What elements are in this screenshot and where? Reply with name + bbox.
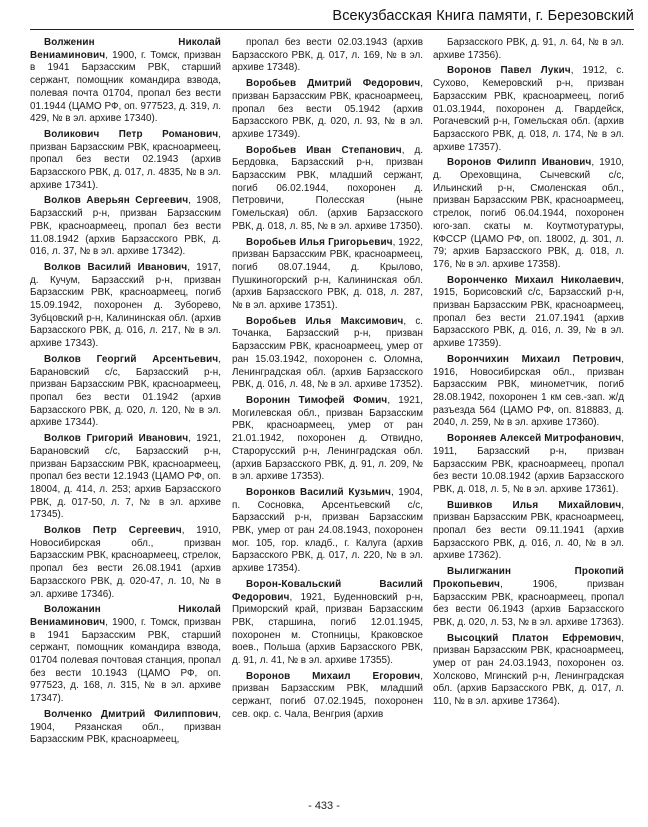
entry-text: , 1911, Барзасский р-н, призван Барзасским РВК, красноармеец, пропал без вести 10.08.1942 (архив Барзасского РВК, д. 018, л. 5, № в эл. архиве 17361).	[433, 433, 624, 495]
entry-name: Волков Григорий Иванович	[44, 433, 189, 445]
entry-name: Воронков Василий Кузьмич	[246, 486, 391, 498]
entry-text: пропал без вести 02.03.1943 (архив Барзасского РВК, д. 017, л. 169, № в эл. архиве 17348).	[232, 37, 423, 74]
memorial-entry	[30, 37, 221, 126]
entry-text: , 1908, Барзасский р-н, призван Барзасским РВК, красноармеец, пропал без вести 11.08.1942 (архив Барзасского РВК, д. 016, л. 37, № в эл. архиве 17342).	[30, 195, 221, 258]
entry-text: , 1922, призван Барзасским РВК, красноармеец, погиб 08.07.1944, д. Крылово, Пушкиногорский р-н, Калининская обл. (архив Барзасского РВК, д. 018, л. 287, № в эл. архиве 17351).	[232, 236, 424, 312]
entry-name: Волженин Николай Вениаминович	[30, 37, 221, 61]
entry-name: Воронов Филипп Иванович	[447, 157, 592, 169]
memorial-entry	[232, 395, 423, 484]
entry-name: Воробьев Иван Степанович	[246, 144, 402, 156]
memorial-entry	[232, 316, 423, 392]
entry-text: , 1906, призван Барзасским РВК, красноармеец, пропал без вести 06.1943 (архив Барзасского РВК, д. 020, л. 53, № в эл. архиве 17363).	[433, 578, 624, 628]
entry-name: Волков Георгий Арсентьевич	[44, 353, 219, 365]
entry-text: , 1921, Могилевская обл., призван Барзасским РВК, красноармеец, умер от ран 21.01.1942, похоронен д. Отвидно, Старорусский р-н, Ленинградская обл. (архив Барзасского РВК, д. 91, л. 209, № в эл. архиве 17353).	[232, 394, 424, 483]
entry-name: Воложанин Николай Вениаминович	[30, 604, 221, 628]
entry-name: Воронов Павел Лукич	[447, 65, 571, 77]
column-1	[30, 37, 221, 750]
memorial-entry	[232, 37, 423, 75]
memorial-entry	[30, 354, 221, 430]
entry-name: Волков Петр Сергеевич	[44, 525, 182, 537]
memorial-entry	[232, 671, 423, 722]
memorial-entry	[433, 275, 624, 351]
entry-name: Волков Василий Иванович	[44, 261, 188, 273]
entry-name: Вшивков Илья Михайлович	[447, 499, 622, 511]
entry-name: Воронов Михаил Егорович	[246, 670, 421, 682]
page-header	[30, 4, 634, 30]
entry-name: Воробьев Дмитрий Федорович	[246, 78, 421, 90]
entry-name: Воробьев Илья Максимович	[246, 315, 404, 327]
entry-name: Воликович Петр Романович	[44, 128, 219, 140]
entry-text: , с. Точанка, Барзасский р-н, призван Барзасским РВК, красноармеец, умер от ран 15.03.1942, похоронен с. Оломна, Ленинградская обл. (архив Барзасского РВК, д. 016, л. 48, № в эл. архиве 17352).	[232, 315, 424, 391]
memorial-entry	[433, 633, 624, 709]
memorial-entry	[30, 129, 221, 193]
entry-text: , 1917, д. Кучум, Барзасский р-н, призван Барзасским РВК, красноармеец, погиб 15.09.1942, похоронен д. Зуборево, Зубцовский р-н, Калининская обл. (архив Барзасского РВК, д. 016, л. 217, № в эл. архиве 17343).	[30, 261, 222, 350]
entry-name: Воронченко Михаил Николаевич	[447, 274, 622, 286]
memorial-entry	[30, 709, 221, 747]
entry-text: , 1900, г. Томск, призван в 1941 Барзасским РВК, старший сержант, помощник командира взвода, полевая почта 01704, пропал без вести 01.1944 (ЦАМО РФ, оп. 977523, д. 319, л. 429, № в эл. архиве 17340).	[30, 49, 221, 125]
memorial-entry	[232, 78, 423, 142]
entry-name: Воронин Тимофей Фомич	[246, 394, 388, 406]
entry-text: , Барановский с/с, Барзасский р-н, призван Барзасским РВК, красноармеец, пропал без вести 01.1942 (архив Барзасского РВК, д. 020, л. 120, № в эл. архиве 17344).	[30, 353, 221, 429]
memorial-entry	[433, 65, 624, 154]
entry-text: , призван Барзасским РВК, красноармеец, пропал без вести 09.11.1941 (архив Барзасского РВК, д. 016, л. 40, № в эл. архиве 17362).	[433, 499, 624, 562]
entry-text: , призван Барзасским РВК, младший сержант, погиб 07.02.1945, похоронен сев. окр. с. Чала, Венгрия (архив	[232, 670, 423, 720]
entry-text: , 1915, Борисовский с/с, Барзасский р-н, призван Барзасским РВК, красноармеец, пропал без вести 21.07.1941 (архив Барзасского РВК, д. 016, л. 39, № в эл. архиве 17359).	[433, 274, 624, 350]
column-2	[232, 37, 423, 725]
memorial-entry	[30, 195, 221, 259]
memorial-entry	[30, 433, 221, 522]
entry-text: , 1916, Новосибирская обл., призван Барзасским РВК, минометчик, погиб 28.08.1942, похоронен 1 км сев.-зап. ж/д разъезда 564 (ЦАМО РФ, оп. 818883, д. 2040, л. 259, № в эл. архиве 17360).	[433, 353, 624, 429]
entry-text: , призван Барзасским РВК, красноармеец, пропал без вести 05.1942 (архив Барзасского РВК, д. 020, л. 93, № в эл. архиве 17349).	[232, 78, 423, 140]
memorial-entry	[433, 37, 624, 62]
memorial-entry	[30, 604, 221, 706]
entry-name: Высоцкий Платон Ефремович	[447, 632, 622, 644]
entry-name: Воробьев Илья Григорьевич	[246, 236, 393, 248]
entry-text: , 1904, Рязанская обл., призван Барзасским РВК, красноармеец,	[30, 708, 221, 746]
entry-text: , 1912, с. Сухово, Кемеровский р-н, призван Барзасским РВК, красноармеец, погиб 01.03.1944, похоронен д. Гвардейск, Рогачевский р-н, Гомельская обл. (архив Барзасского РВК, д. 018, л. 174, № в эл. архиве 17357).	[433, 65, 624, 153]
memorial-entry	[433, 157, 624, 271]
running-title: Всекузбасская Книга памяти, г. Березовский	[332, 8, 634, 24]
memorial-entry	[433, 354, 624, 430]
memorial-entry	[232, 145, 423, 234]
memorial-entry	[232, 579, 423, 668]
entry-text: , призван Барзасским РВК, красноармеец, умер от ран 24.03.1943, похоронен оз. Холсково, Мгинский р-н, Ленинградская обл. (архив Барзасского РВК, д. 017, л. 110, № в эл. архиве 17364).	[433, 632, 624, 708]
column-3	[433, 37, 624, 712]
entry-text: , 1904, п. Сосновка, Арсентьевский с/с, Барзасский р-н, призван Барзасским РВК, умер от ран 24.08.1943, похоронен мог. 105, гор. кладб., г. Калуга (архив Барзасского РВК, д. 017, л. 220, № в эл. архиве 17354).	[232, 486, 423, 575]
entry-name: Ворончихин Михаил Петрович	[447, 353, 622, 365]
entry-text: , 1900, г. Томск, призван в 1941 Барзасским РВК, старший сержант, помощник командира взвода, 01704 полевая почтовая станция, пропал без вести 10.1943 (ЦАМО РФ, оп. 977523, д. 168, л. 315, № в эл. архиве 17347).	[30, 616, 221, 705]
entry-name: Вороняев Алексей Митрофанович	[447, 433, 622, 445]
memorial-entry	[232, 237, 423, 313]
memorial-entry	[433, 500, 624, 564]
entry-text: , 1921, Буденновский р-н, Приморский край, призван Барзасским РВК, старшина, погиб 12.01.1945, похоронен м. Стопницы, Краковское воев., Польша (архив Барзасского РВК, д. 91, л. 41, № в эл. архиве 17355).	[232, 591, 423, 667]
entry-text: Барзасского РВК, д. 91, л. 64, № в эл. архиве 17356).	[433, 37, 624, 61]
memorial-entry	[433, 566, 624, 630]
page-number: - 433 -	[308, 800, 340, 812]
memorial-entry	[433, 433, 624, 497]
entry-text: , призван Барзасским РВК, красноармеец, пропал без вести 02.1943 (архив Барзасского РВК, д. 017, л. 4835, № в эл. архиве 17341).	[30, 128, 221, 191]
header-rule	[30, 29, 634, 30]
entry-text: , д. Бердовка, Барзасский р-н, призван Барзасским РВК, младший сержант, погиб 06.02.1944, похоронен д. Петровичи, Полесская (ныне Гомельская) обл. (архив Барзасского РВК, д. 018, л. 85, № в эл. архиве 17350).	[232, 144, 423, 232]
entry-text: , 1921, Барановский с/с, Барзасский р-н, призван Барзасским РВК, красноармеец, пропал без вести 12.1943 (ЦАМО РФ, оп. 18004, д. 414, л. 253; архив Барзасского РВК, д. 017-50, л. 7, № в эл. архиве 17345).	[30, 433, 221, 521]
entry-name: Волков Аверьян Сергеевич	[44, 195, 189, 207]
entry-text: , 1910, Новосибирская обл., призван Барзасским РВК, красноармеец, стрелок, пропал без вести 26.08.1941 (архив Барзасского РВК, д. 020-47, л. 10, № в эл. архиве 17346).	[30, 525, 221, 600]
text-columns	[30, 37, 634, 797]
entry-name: Волченко Дмитрий Филиппович	[44, 708, 219, 720]
memorial-entry	[232, 487, 423, 576]
entry-name: Вылигжанин Прокопий Прокопьевич	[433, 566, 624, 590]
memorial-entry	[30, 525, 221, 601]
entry-name: Ворон-Ковальский Василий Федорович	[232, 578, 423, 603]
memorial-entry	[30, 262, 221, 351]
entry-text: , 1910, д. Ореховщина, Сычевский с/с, Ильинский р-н, Смоленская обл., призван Барзасским РВК, красноармеец, стрелок, погиб 06.04.1944, похоронен юго-зап. скаты м. Коутмотуратуры, КФССР (ЦАМО РФ, оп. 18002, д. 301, л. 79; архив Барзасского РВК, д. 018, л. 176, № в эл. архиве 17358).	[433, 157, 625, 270]
